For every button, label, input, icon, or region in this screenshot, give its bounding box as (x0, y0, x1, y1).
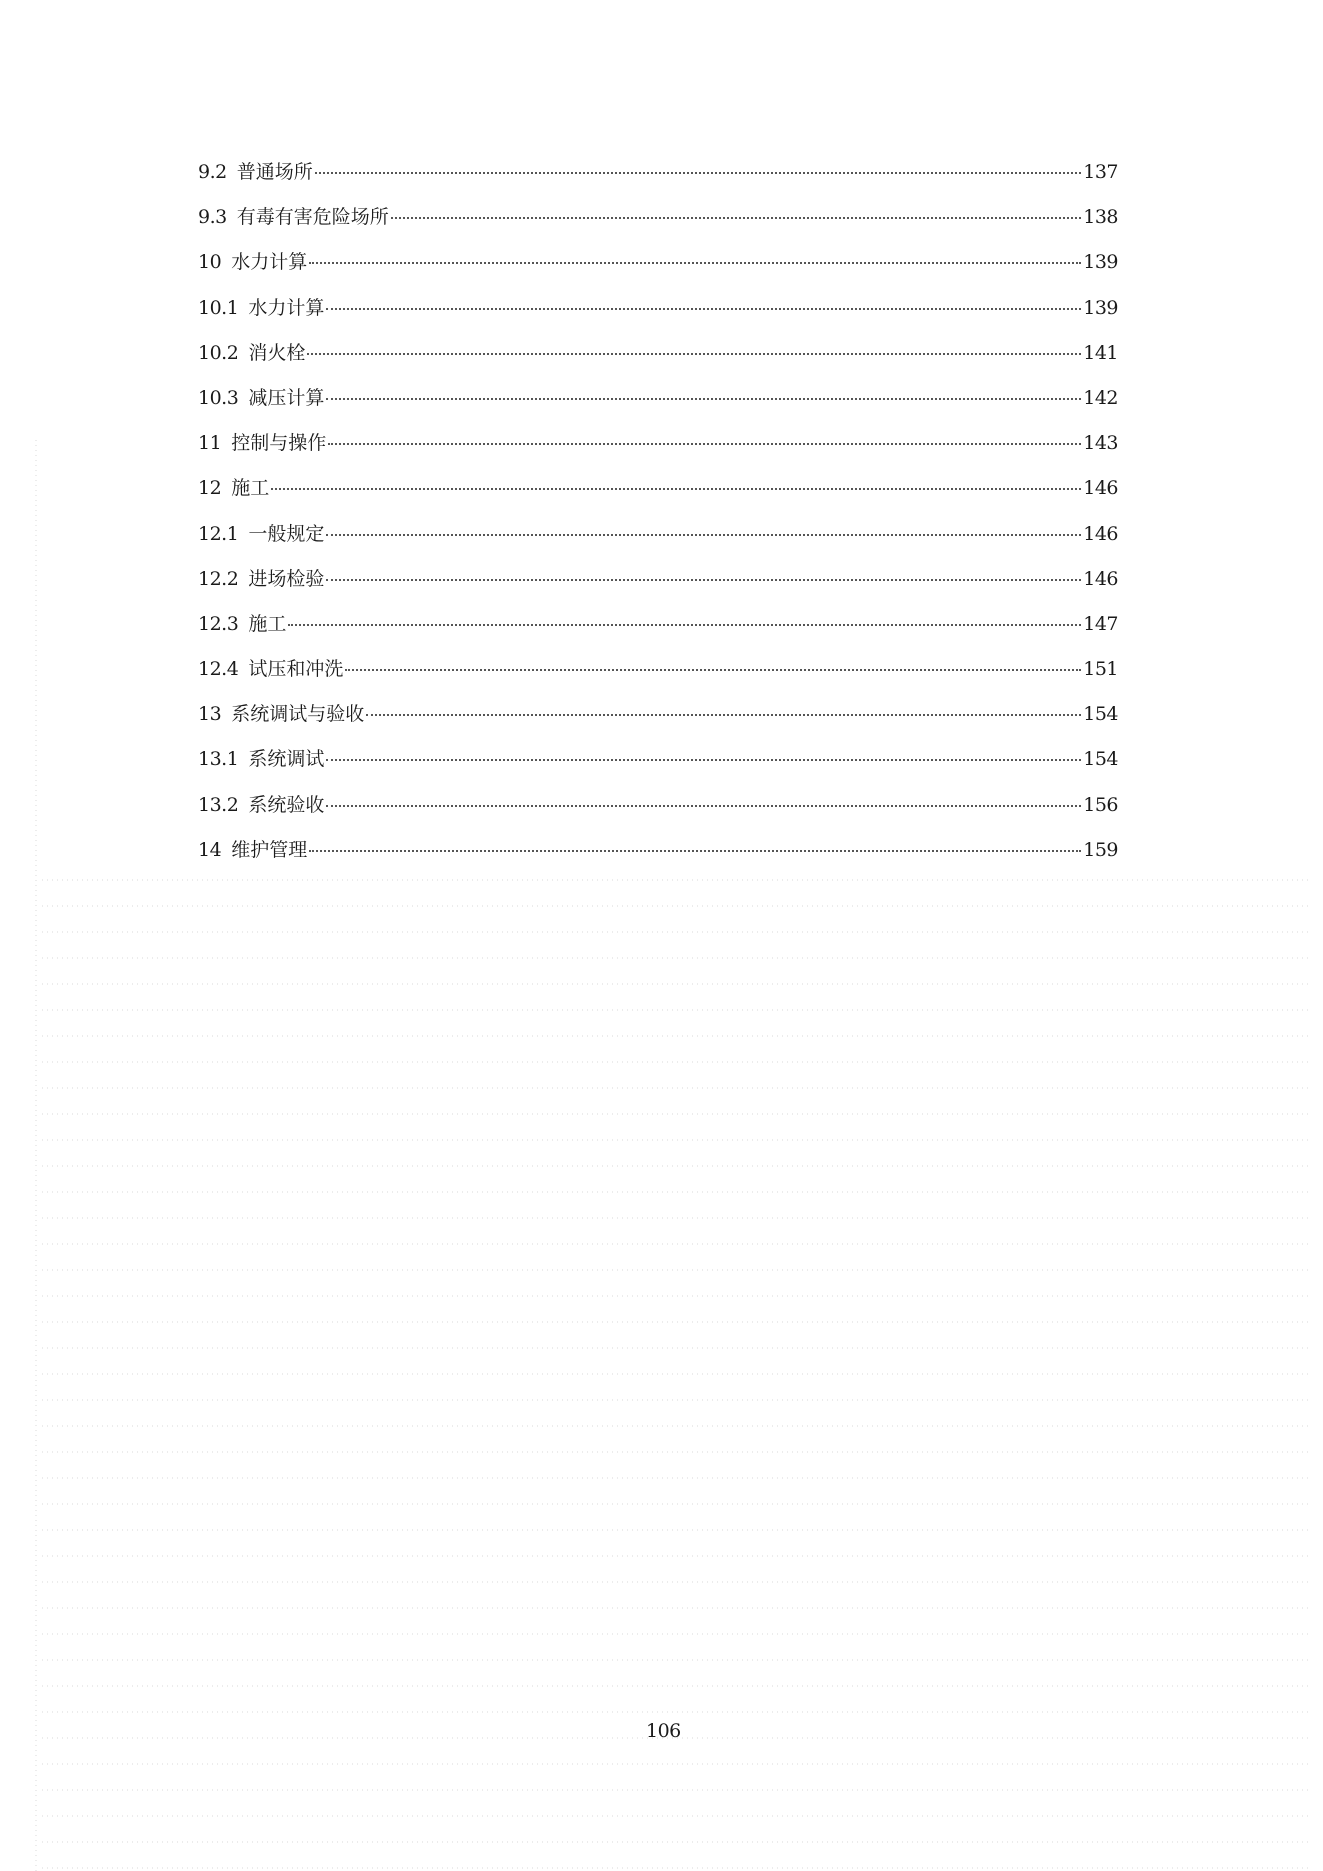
toc-entry[interactable] (198, 792, 1118, 837)
toc-entry[interactable] (198, 249, 1118, 294)
dot-leader (328, 443, 1081, 445)
entry-page: 139 (1083, 251, 1118, 274)
dot-leader (288, 624, 1081, 626)
entry-title: 施工 (248, 612, 287, 635)
entry-title: 系统调试 (248, 748, 325, 771)
dot-leader (307, 353, 1081, 355)
entry-page: 154 (1083, 703, 1118, 726)
toc-entry[interactable] (198, 159, 1118, 204)
dot-leader (366, 714, 1081, 716)
entry-number: 12.1 (198, 522, 239, 545)
toc-entry[interactable] (198, 566, 1118, 611)
page-number: 106 (646, 1720, 681, 1742)
toc-entry[interactable] (198, 611, 1118, 656)
table-of-contents (198, 159, 1118, 882)
entry-number: 13.2 (198, 793, 239, 816)
dot-leader (326, 759, 1081, 761)
entry-title: 消火栓 (248, 341, 306, 364)
entry-title: 有毒有害危险场所 (236, 206, 389, 229)
dot-leader (391, 217, 1082, 219)
entry-page: 146 (1083, 522, 1118, 545)
entry-page: 142 (1083, 386, 1118, 409)
toc-entry[interactable] (198, 385, 1118, 430)
entry-page: 151 (1083, 658, 1118, 681)
entry-page: 154 (1083, 748, 1118, 771)
entry-number: 12.4 (198, 658, 239, 681)
entry-title: 水力计算 (248, 296, 325, 319)
entry-title: 普通场所 (236, 161, 313, 183)
dot-leader (326, 805, 1081, 807)
entry-page: 143 (1083, 432, 1118, 455)
toc-entry[interactable] (198, 295, 1118, 340)
entry-page: 159 (1083, 838, 1118, 861)
entry-number: 10 (198, 251, 222, 274)
entry-number: 12 (198, 477, 222, 500)
dot-leader (326, 534, 1081, 536)
entry-title: 维护管理 (231, 838, 308, 861)
entry-page: 139 (1083, 296, 1118, 319)
toc-entry[interactable] (198, 204, 1118, 249)
entry-number: 12.3 (198, 612, 239, 635)
entry-number: 13 (198, 703, 222, 726)
entry-page: 146 (1083, 567, 1118, 590)
dot-leader (326, 398, 1081, 400)
toc-entry[interactable] (198, 837, 1118, 882)
entry-number: 10.2 (198, 341, 239, 364)
entry-title: 施工 (231, 477, 270, 500)
entry-title: 试压和冲洗 (248, 658, 344, 681)
entry-number: 14 (198, 838, 222, 861)
entry-title: 水力计算 (231, 251, 308, 274)
entry-title: 一般规定 (248, 522, 325, 545)
dot-leader (315, 172, 1082, 174)
entry-number: 9.3 (198, 206, 227, 229)
toc-entry[interactable] (198, 521, 1118, 566)
entry-page: 147 (1083, 612, 1118, 635)
entry-number: 10.3 (198, 386, 239, 409)
dot-leader (326, 579, 1081, 581)
dot-leader (271, 488, 1081, 490)
entry-page: 146 (1083, 477, 1118, 500)
entry-title: 系统调试与验收 (231, 703, 365, 726)
entry-title: 控制与操作 (231, 432, 327, 455)
dot-leader (326, 308, 1081, 310)
toc-entry[interactable] (198, 656, 1118, 701)
entry-title: 系统验收 (248, 793, 325, 816)
dot-leader (309, 850, 1081, 852)
entry-number: 10.1 (198, 296, 239, 319)
entry-number: 12.2 (198, 567, 239, 590)
entry-page: 137 (1083, 161, 1118, 183)
entry-number: 11 (198, 432, 222, 455)
toc-entry[interactable] (198, 340, 1118, 385)
entry-title: 减压计算 (248, 386, 325, 409)
toc-entry[interactable] (198, 746, 1118, 791)
entry-number: 9.2 (198, 161, 227, 183)
dot-leader (345, 669, 1081, 671)
entry-page: 156 (1083, 793, 1118, 816)
toc-entry[interactable] (198, 701, 1118, 746)
entry-page: 138 (1083, 206, 1118, 229)
entry-page: 141 (1083, 341, 1118, 364)
toc-entry[interactable] (198, 430, 1118, 475)
entry-title: 进场检验 (248, 567, 325, 590)
dot-leader (309, 262, 1081, 264)
toc-entry[interactable] (198, 475, 1118, 520)
entry-number: 13.1 (198, 748, 239, 771)
